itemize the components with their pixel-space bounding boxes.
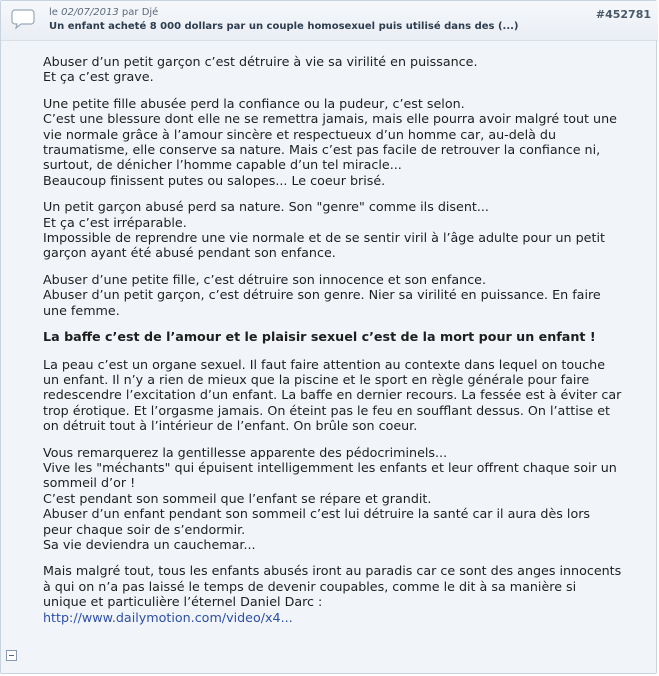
text-line: Un petit garçon abusé perd sa nature. Son "genre" comme ils disent... (43, 199, 489, 215)
text-line: Abuser d’un petit garçon c’est détruire à vie sa virilité en puissance. (43, 54, 478, 69)
text-line: Une petite fille abusée perd la confiance ou la pudeur, c’est selon. (43, 95, 465, 111)
text-line: C’est une blessure dont elle ne se remettra jamais, mais elle pourra avoir malgré tout une vie normale grâce à l’amour sincère et respectueux d’un homme car, au-delà du traumatisme, elle conserve sa nature. Mais c’est pas facile de retrouver la confiance ni, surtout, de dénicher l’homme capable d’un tel miracle... (43, 111, 617, 173)
text-line: Sa vie deviendra un cauchemar... (43, 536, 256, 552)
text-line: Vous remarquerez la gentillesse apparente des pédocriminels... (43, 444, 448, 460)
paragraph-3 (43, 199, 623, 261)
text-line: Mais malgré tout, tous les enfants abusés iront au paradis car ce sont des anges innocents à qui on n’a pas laissé le temps de devenir coupables, comme le dit à sa manière si unique et particulière l’éternel Daniel Darc : (43, 563, 622, 610)
by-label: par (118, 7, 142, 18)
comment-header (1, 1, 658, 41)
video-link[interactable]: http://www.dailymotion.com/video/x4... (43, 609, 293, 625)
speech-bubble-icon (10, 8, 36, 30)
comment-author[interactable]: Djé (141, 7, 159, 18)
text-line: C’est pendant son sommeil que l’enfant se répare et grandit. (43, 490, 432, 506)
paragraph-7 (43, 563, 623, 625)
text-line: Et ça c’est grave. (43, 69, 154, 85)
comment-date: 02/07/2013 (61, 7, 119, 18)
paragraph-2 (43, 96, 623, 188)
text-line: Vive les "méchants" qui épuisent intelligemment les enfants et leur offrent chaque soir un sommeil d’or ! (43, 459, 617, 491)
date-prefix: le (49, 7, 62, 18)
comment-meta (49, 7, 158, 18)
paragraph-5: La peau c’est un organe sexuel. Il faut faire attention au contexte dans lequel on touche un enfant. Il n’y a rien de mieux que la piscine et le sport en règle générale pour faire redescendre l’excitation d’un enfant. La baffe en dernier recours. La fessée est à éviter car trop érotique. Et l’orgasme jamais. On éteint pas le feu en soufflant dessus. On l’attise et on détruit tout à l’intérieur de l’enfant. On brûle son coeur. (43, 356, 622, 434)
text-line: Impossible de reprendre une vie normale et de se sentir viril à l’âge adulte pour un petit garçon ayant été abusé pendant son enfance. (43, 230, 605, 261)
comment-body (43, 54, 623, 636)
paragraph-6 (43, 445, 623, 553)
text-line: Beaucoup finissent putes ou salopes... Le coeur brisé. (43, 172, 386, 188)
comment-subject[interactable]: Un enfant acheté 8 000 dollars par un couple homosexuel puis utilisé dans des (...) (49, 21, 519, 32)
post-id[interactable]: #452781 (595, 8, 651, 21)
collapse-minus-icon[interactable] (6, 650, 17, 661)
paragraph-4 (43, 272, 623, 318)
emphasis-line: La baffe c’est de l’amour et le plaisir sexuel c’est de la mort pour un enfant ! (43, 329, 596, 345)
text-line: Abuser d’une petite fille, c’est détruire son innocence et son enfance. (43, 271, 487, 287)
text-line: Et ça c’est irréparable. (43, 214, 187, 230)
text-line: Abuser d’un petit garçon, c’est détruire son genre. Nier sa virilité en puissance. En faire une femme. (43, 287, 601, 318)
paragraph-1 (43, 54, 623, 85)
text-line: Abuser d’un enfant pendant son sommeil c’est lui détruire la santé car il aura dès lors peur chaque soir de s’endormir. (43, 506, 591, 537)
